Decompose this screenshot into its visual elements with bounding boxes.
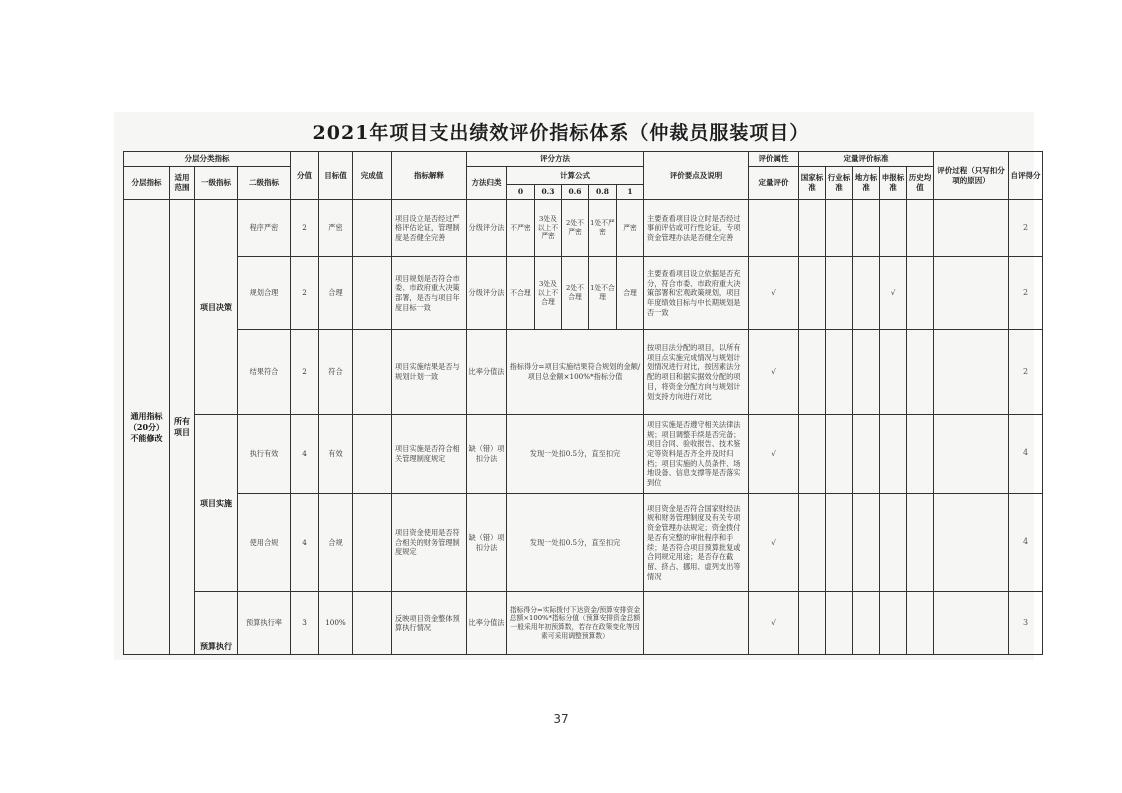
header-ratio: 1 xyxy=(617,185,644,200)
score-cell: 2 xyxy=(291,200,319,256)
level2-cell: 结果符合 xyxy=(238,330,291,415)
std-cell xyxy=(826,200,853,256)
header-layer: 分层指标 xyxy=(124,167,170,200)
points-cell: 主要查看项目设立依据是否充分，符合市委、市政府重大决策部署和宏观政策规划，项目年度绩效目标与中长期规划是否一致 xyxy=(644,256,749,330)
score-cell: 2 xyxy=(291,330,319,415)
explain-cell: 项目实施是否符合相关管理制度规定 xyxy=(392,415,467,494)
points-cell: 按项目法分配的项目，以所有项目点实施完成情况与规划计划情况进行对比，按因素法分配的项目和据实据效分配的项目，将资金分配方向与规划计划支持方向进行对比 xyxy=(644,330,749,415)
method-cell: 缺（错）项扣分法 xyxy=(467,493,507,592)
std-cell xyxy=(907,200,934,256)
level1-budget: 预算执行 xyxy=(195,592,238,655)
process-cell xyxy=(934,415,1009,494)
formula-cell: 发现一处扣0.5分，直至扣完 xyxy=(507,415,644,494)
level2-cell: 使用合规 xyxy=(238,493,291,592)
std-cell xyxy=(907,256,934,330)
header-ratio: 0.8 xyxy=(589,185,617,200)
self-score-cell: 2 xyxy=(1009,256,1043,330)
points-cell: 主要查看项目设立时是否经过事前评估或可行性论证，专项资金管理办法是否健全完善 xyxy=(644,200,749,256)
actual-cell xyxy=(353,330,392,415)
score-cell: 4 xyxy=(291,493,319,592)
std-cell xyxy=(826,330,853,415)
header-quant-eval: 定量评价 xyxy=(749,167,799,200)
points-cell: 项目资金是否符合国家财经法规和财务管理制度及有关专项资金管理办法规定；资金拨付是否有完整的审批程序和手续；是否符合项目预算批复或合同规定用途；是否存在截留、挤占、挪用、虚列支出等情况 xyxy=(644,493,749,592)
table-row xyxy=(124,200,1043,256)
quant-cell: √ xyxy=(749,415,799,494)
header-process: 评价过程（只写扣分项的原因） xyxy=(934,152,1009,200)
layer-cell: 通用指标（20分）不能修改 xyxy=(124,200,170,655)
std-cell xyxy=(799,256,826,330)
std-cell xyxy=(907,415,934,494)
level2-cell: 执行有效 xyxy=(238,415,291,494)
header-formula: 计算公式 xyxy=(507,167,644,185)
method-cell: 分级评分法 xyxy=(467,200,507,256)
target-cell: 有效 xyxy=(319,415,353,494)
header-quant-std: 定量评价标准 xyxy=(799,152,934,167)
std-cell xyxy=(880,330,907,415)
quant-cell: √ xyxy=(749,592,799,655)
std-cell xyxy=(880,415,907,494)
page-number: 37 xyxy=(553,712,569,726)
std-cell xyxy=(880,200,907,256)
indicator-table xyxy=(123,151,1043,655)
header-ratio: 0.6 xyxy=(562,185,589,200)
std-cell xyxy=(853,330,880,415)
header-row-2 xyxy=(124,167,1043,185)
target-cell: 合理 xyxy=(319,256,353,330)
score-cell: 3 xyxy=(291,592,319,655)
std-cell xyxy=(826,493,853,592)
header-ratio: 0.3 xyxy=(535,185,562,200)
points-cell xyxy=(644,592,749,655)
level2-cell: 规划合理 xyxy=(238,256,291,330)
document-title: 2021年项目支出绩效评价指标体系（仲裁员服装项目） xyxy=(312,122,810,144)
actual-cell xyxy=(353,592,392,655)
grade-cell: 严密 xyxy=(617,200,644,256)
grade-cell: 2处不严密 xyxy=(562,200,589,256)
explain-cell: 项目实施结果是否与规划计划一致 xyxy=(392,330,467,415)
std-cell xyxy=(799,592,826,655)
level2-cell: 预算执行率 xyxy=(238,592,291,655)
std-cell xyxy=(799,330,826,415)
header-points: 评价要点及说明 xyxy=(644,152,749,200)
header-method-group: 评分方法 xyxy=(467,152,644,167)
actual-cell xyxy=(353,493,392,592)
explain-cell: 项目资金使用是否符合相关的财务管理制度规定 xyxy=(392,493,467,592)
header-std-local: 地方标准 xyxy=(853,167,880,200)
std-cell: √ xyxy=(880,256,907,330)
table-row xyxy=(124,330,1043,415)
header-scope: 适用范围 xyxy=(170,167,195,200)
header-level2: 二级指标 xyxy=(238,167,291,200)
scope-cell: 所有项目 xyxy=(170,200,195,655)
target-cell: 合规 xyxy=(319,493,353,592)
score-cell: 4 xyxy=(291,415,319,494)
std-cell xyxy=(907,493,934,592)
header-ratio: 0 xyxy=(507,185,535,200)
target-cell: 100% xyxy=(319,592,353,655)
table-row xyxy=(124,415,1043,494)
process-cell xyxy=(934,592,1009,655)
std-cell xyxy=(799,493,826,592)
std-cell xyxy=(907,592,934,655)
grade-cell: 不合理 xyxy=(507,256,535,330)
quant-cell: √ xyxy=(749,330,799,415)
std-cell xyxy=(907,330,934,415)
header-row-1 xyxy=(124,152,1043,167)
method-cell: 比率分值法 xyxy=(467,592,507,655)
explain-cell: 项目设立是否经过严格评估论证，管理制度是否健全完善 xyxy=(392,200,467,256)
quant-cell xyxy=(749,200,799,256)
formula-cell: 指标得分=实际拨付下达资金/预算安排资金总额×100%*指标分值（预算安排资金总额一般采用年初预算数，若存在政策变化等因素可采用调整预算数） xyxy=(507,592,644,655)
grade-cell: 3处及以上不合理 xyxy=(535,256,562,330)
quant-cell: √ xyxy=(749,256,799,330)
std-cell xyxy=(853,256,880,330)
header-level1: 一级指标 xyxy=(195,167,238,200)
target-cell: 符合 xyxy=(319,330,353,415)
points-cell: 项目实施是否遵守相关法律法规；项目调整手续是否完备；项目合同、验收报告、技术鉴定等资料是否齐全并及时归档；项目实施的人员条件、场地设备、信息支撑等是否落实到位 xyxy=(644,415,749,494)
std-cell xyxy=(826,415,853,494)
level1-decision: 项目决策 xyxy=(195,200,238,415)
header-score: 分值 xyxy=(291,152,319,200)
self-score-cell: 2 xyxy=(1009,200,1043,256)
std-cell xyxy=(853,592,880,655)
table-row xyxy=(124,256,1043,330)
header-self-score: 自评得分 xyxy=(1009,152,1043,200)
header-classify: 分层分类指标 xyxy=(124,152,291,167)
explain-cell: 项目规划是否符合市委、市政府重大决策部署，是否与项目年度目标一致 xyxy=(392,256,467,330)
actual-cell xyxy=(353,200,392,256)
header-explain: 指标解释 xyxy=(392,152,467,200)
self-score-cell: 2 xyxy=(1009,330,1043,415)
self-score-cell: 3 xyxy=(1009,592,1043,655)
std-cell xyxy=(799,200,826,256)
grade-cell: 合理 xyxy=(617,256,644,330)
header-std-declared: 申报标准 xyxy=(880,167,907,200)
table-row xyxy=(124,592,1043,655)
level1-implementation: 项目实施 xyxy=(195,415,238,592)
formula-cell: 指标得分=项目实施结果符合规划的金额/项目总金额×100%*指标分值 xyxy=(507,330,644,415)
std-cell xyxy=(826,256,853,330)
grade-cell: 2处不合理 xyxy=(562,256,589,330)
std-cell xyxy=(853,415,880,494)
actual-cell xyxy=(353,256,392,330)
level2-cell: 程序严密 xyxy=(238,200,291,256)
self-score-cell: 4 xyxy=(1009,415,1043,494)
header-std-industry: 行业标准 xyxy=(826,167,853,200)
process-cell xyxy=(934,256,1009,330)
grade-cell: 1处不严密 xyxy=(589,200,617,256)
explain-cell: 反映项目资金整体预算执行情况 xyxy=(392,592,467,655)
method-cell: 分级评分法 xyxy=(467,256,507,330)
process-cell xyxy=(934,493,1009,592)
method-cell: 比率分值法 xyxy=(467,330,507,415)
method-cell: 缺（错）项扣分法 xyxy=(467,415,507,494)
std-cell xyxy=(853,493,880,592)
target-cell: 严密 xyxy=(319,200,353,256)
quant-cell: √ xyxy=(749,493,799,592)
header-actual: 完成值 xyxy=(353,152,392,200)
score-cell: 2 xyxy=(291,256,319,330)
process-cell xyxy=(934,330,1009,415)
actual-cell xyxy=(353,415,392,494)
self-score-cell: 4 xyxy=(1009,493,1043,592)
std-cell xyxy=(880,592,907,655)
header-std-history: 历史均值 xyxy=(907,167,934,200)
header-method: 方法归类 xyxy=(467,167,507,200)
std-cell xyxy=(826,592,853,655)
grade-cell: 不严密 xyxy=(507,200,535,256)
process-cell xyxy=(934,200,1009,256)
header-attr: 评价属性 xyxy=(749,152,799,167)
std-cell xyxy=(799,415,826,494)
header-std-national: 国家标准 xyxy=(799,167,826,200)
grade-cell: 3处及以上不严密 xyxy=(535,200,562,256)
std-cell xyxy=(880,493,907,592)
std-cell xyxy=(853,200,880,256)
formula-cell: 发现一处扣0.5分，直至扣完 xyxy=(507,493,644,592)
header-target: 目标值 xyxy=(319,152,353,200)
table-row xyxy=(124,493,1043,592)
grade-cell: 1处不合理 xyxy=(589,256,617,330)
